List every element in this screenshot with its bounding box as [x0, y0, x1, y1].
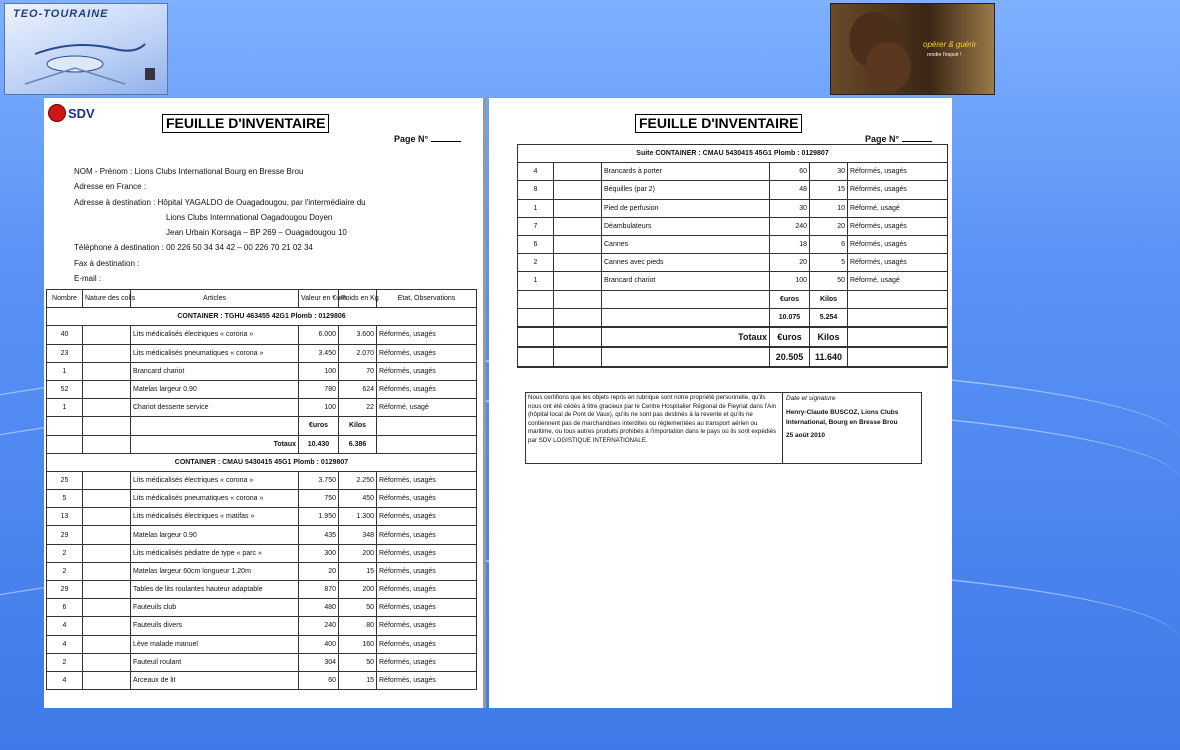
item-nature — [554, 235, 602, 253]
item-article: Brancard chariot — [602, 272, 770, 290]
total-value: 10.430 — [299, 435, 339, 453]
item-weight: 6 — [810, 235, 848, 253]
empty-cell — [83, 435, 131, 453]
table-row — [47, 562, 477, 580]
operer-guerir-logo — [830, 3, 995, 95]
teo-touraine-logo — [4, 3, 168, 95]
unit-kilos: Kilos — [810, 327, 848, 347]
item-nature — [83, 671, 131, 689]
item-weight: 50 — [339, 653, 377, 671]
empty-cell — [554, 290, 602, 308]
item-value: 6.000 — [299, 326, 339, 344]
unit-kilos: Kilos — [810, 290, 848, 308]
item-count: 6 — [518, 235, 554, 253]
item-condition: Réformés, usagés — [377, 380, 477, 398]
table-row — [47, 526, 477, 544]
logo-subslogan: rendre l'espoir ! — [927, 52, 962, 58]
table-row — [47, 362, 477, 380]
item-article: Brancard chariot — [131, 362, 299, 380]
item-article: Brancards à porter — [602, 163, 770, 181]
item-condition: Réformés, usagés — [377, 544, 477, 562]
item-article: Lits médicalisés pneumatiques « corona » — [131, 344, 299, 362]
item-nature — [554, 181, 602, 199]
item-condition: Réformés, usagés — [848, 254, 948, 272]
item-condition: Réformés, usagés — [848, 217, 948, 235]
item-count: 2 — [518, 254, 554, 272]
item-count: 23 — [47, 344, 83, 362]
item-value: 870 — [299, 581, 339, 599]
table-row — [47, 671, 477, 689]
item-value: 304 — [299, 653, 339, 671]
empty-cell — [377, 435, 477, 453]
item-value: 435 — [299, 526, 339, 544]
address-line: Fax à destination : — [74, 258, 140, 268]
empty-cell — [848, 347, 948, 367]
empty-cell — [518, 347, 554, 367]
table-row — [47, 635, 477, 653]
item-article: Lits médicalisés électriques « corona » — [131, 471, 299, 489]
table-row — [518, 272, 948, 290]
empty-cell — [554, 308, 602, 327]
item-article: Lits médicalisés pédiatre de type « parc » — [131, 544, 299, 562]
totals-label: Totaux — [131, 435, 299, 453]
item-value: 30 — [770, 199, 810, 217]
item-weight: 22 — [339, 399, 377, 417]
table-row — [518, 235, 948, 253]
address-line: NOM - Prénom : Lions Clubs International Bourg en Bresse Brou — [74, 167, 304, 176]
item-condition: Réformé, usagé — [848, 199, 948, 217]
item-article: Fauteuil roulant — [131, 653, 299, 671]
item-condition: Réformés, usagés — [377, 326, 477, 344]
item-count: 2 — [47, 562, 83, 580]
item-count: 25 — [47, 471, 83, 489]
item-count: 29 — [47, 581, 83, 599]
item-article: Pied de perfusion — [602, 199, 770, 217]
item-nature — [83, 526, 131, 544]
sdv-logo — [48, 102, 108, 124]
item-value: 1.950 — [299, 508, 339, 526]
table-row — [47, 508, 477, 526]
item-condition: Réformé, usagé — [377, 399, 477, 417]
item-condition: Réformés, usagés — [377, 653, 477, 671]
table-row — [518, 217, 948, 235]
header-nature: Nature des colis — [83, 290, 131, 308]
empty-cell — [848, 327, 948, 347]
hospital-bed-icon — [5, 4, 169, 96]
item-value: 750 — [299, 490, 339, 508]
item-nature — [83, 653, 131, 671]
item-nature — [83, 344, 131, 362]
item-weight: 624 — [339, 380, 377, 398]
inventory-table-left — [46, 289, 477, 690]
item-value: 100 — [299, 399, 339, 417]
totals-row — [47, 435, 477, 453]
date-signature-label: Date et signature — [786, 395, 836, 402]
item-weight: 70 — [339, 362, 377, 380]
item-count: 2 — [47, 653, 83, 671]
item-count: 1 — [518, 199, 554, 217]
sdv-brand: SDV — [68, 106, 95, 121]
item-nature — [83, 471, 131, 489]
unit-euros: €uros — [770, 327, 810, 347]
item-article: Lève malade manuel — [131, 635, 299, 653]
item-condition: Réformés, usagés — [848, 181, 948, 199]
container-row — [47, 453, 477, 471]
item-condition: Réformés, usagés — [848, 163, 948, 181]
subtotal-row — [518, 308, 948, 327]
item-condition: Réformés, usagés — [377, 671, 477, 689]
container-row — [518, 145, 948, 163]
unit-kilos: Kilos — [339, 417, 377, 435]
item-value: 18 — [770, 235, 810, 253]
item-count: 29 — [47, 526, 83, 544]
item-weight: 200 — [339, 544, 377, 562]
item-nature — [83, 581, 131, 599]
item-article: Matelas largeur 0.90 — [131, 526, 299, 544]
item-count: 1 — [518, 272, 554, 290]
empty-cell — [47, 435, 83, 453]
item-nature — [554, 199, 602, 217]
item-value: 240 — [299, 617, 339, 635]
item-weight: 348 — [339, 526, 377, 544]
item-nature — [554, 163, 602, 181]
item-condition: Réformés, usagés — [377, 471, 477, 489]
empty-cell — [554, 347, 602, 367]
item-article: Tables de lits roulantes hauteur adaptable — [131, 581, 299, 599]
table-row — [47, 599, 477, 617]
item-count: 8 — [518, 181, 554, 199]
page-number: Page N° — [865, 134, 932, 144]
grand-total-label-row — [518, 327, 948, 347]
empty-cell — [554, 327, 602, 347]
item-value: 3.750 — [299, 471, 339, 489]
container-label: Suite CONTAINER : CMAU 5430415 45G1 Plomb : 0129807 — [518, 145, 948, 163]
item-article: Arceaux de lit — [131, 671, 299, 689]
item-nature — [554, 217, 602, 235]
table-row — [47, 344, 477, 362]
item-nature — [83, 599, 131, 617]
address-block — [74, 164, 474, 286]
units-row — [518, 290, 948, 308]
item-article: Fauteuils divers — [131, 617, 299, 635]
logo-slogan: opérer & guérir — [923, 40, 977, 49]
item-weight: 50 — [810, 272, 848, 290]
table-row — [518, 163, 948, 181]
item-count: 52 — [47, 380, 83, 398]
container-label: CONTAINER : TGHU 463455 42G1 Plomb : 0129806 — [47, 308, 477, 326]
item-weight: 160 — [339, 635, 377, 653]
item-nature — [83, 399, 131, 417]
empty-cell — [377, 417, 477, 435]
item-value: 20 — [770, 254, 810, 272]
item-nature — [83, 380, 131, 398]
item-condition: Réformés, usagés — [377, 635, 477, 653]
item-nature — [83, 562, 131, 580]
item-count: 5 — [47, 490, 83, 508]
sdv-logo-icon — [48, 104, 66, 122]
item-value: 100 — [299, 362, 339, 380]
item-count: 4 — [518, 163, 554, 181]
page-title: FEUILLE D'INVENTAIRE — [162, 114, 329, 133]
item-nature — [554, 254, 602, 272]
total-weight: 6.386 — [339, 435, 377, 453]
item-article: Lits médicalisés électriques « matifas » — [131, 508, 299, 526]
empty-cell — [83, 417, 131, 435]
item-count: 1 — [47, 399, 83, 417]
empty-cell — [518, 327, 554, 347]
container-row — [47, 308, 477, 326]
item-condition: Réformés, usagés — [377, 508, 477, 526]
item-article: Matelas largeur 60cm longueur 1.20m — [131, 562, 299, 580]
item-count: 4 — [47, 671, 83, 689]
table-row — [47, 490, 477, 508]
table-row — [47, 471, 477, 489]
item-value: 100 — [770, 272, 810, 290]
item-article: Chariot desserte service — [131, 399, 299, 417]
item-value: 480 — [299, 599, 339, 617]
table-row — [47, 617, 477, 635]
item-nature — [83, 635, 131, 653]
item-nature — [83, 490, 131, 508]
table-row — [47, 399, 477, 417]
table-header-row — [47, 290, 477, 308]
empty-cell — [518, 290, 554, 308]
empty-cell — [602, 308, 770, 327]
table-row — [518, 199, 948, 217]
item-condition: Réformés, usagés — [377, 581, 477, 599]
grand-total-row — [518, 347, 948, 367]
item-nature — [83, 544, 131, 562]
item-weight: 50 — [339, 599, 377, 617]
item-count: 7 — [518, 217, 554, 235]
item-value: 3.450 — [299, 344, 339, 362]
table-row — [518, 254, 948, 272]
item-nature — [83, 362, 131, 380]
item-weight: 80 — [339, 617, 377, 635]
item-weight: 5 — [810, 254, 848, 272]
grand-total-weight: 11.640 — [810, 347, 848, 367]
item-count: 4 — [47, 617, 83, 635]
item-article: Lits médicalisés pneumatiques « corona » — [131, 490, 299, 508]
empty-cell — [848, 290, 948, 308]
teo-touraine-brand: TEO-TOURAINE — [13, 8, 109, 20]
table-row — [47, 581, 477, 599]
address-line: Adresse à destination : Hôpital YAGALDO de Ouagadougou, par l'intermédiaire du — [74, 197, 366, 207]
item-article: Lits médicalisés électriques « corona » — [131, 326, 299, 344]
item-article: Cannes — [602, 235, 770, 253]
item-weight: 10 — [810, 199, 848, 217]
item-count: 2 — [47, 544, 83, 562]
item-condition: Réformés, usagés — [377, 344, 477, 362]
item-weight: 3.600 — [339, 326, 377, 344]
empty-cell — [602, 290, 770, 308]
table-row — [47, 544, 477, 562]
address-line: Téléphone à destination : 00 226 50 34 34 42 – 00 226 70 21 02 34 — [74, 243, 313, 253]
item-condition: Réformés, usagés — [848, 235, 948, 253]
certification-box — [525, 392, 922, 464]
item-condition: Réformés, usagés — [377, 617, 477, 635]
item-article: Fauteuils club — [131, 599, 299, 617]
item-condition: Réformés, usagés — [377, 526, 477, 544]
item-nature — [83, 617, 131, 635]
item-article: Cannes avec pieds — [602, 254, 770, 272]
units-row — [47, 417, 477, 435]
empty-cell — [131, 417, 299, 435]
inventory-page-left — [44, 98, 486, 708]
subtotal-weight: 5.254 — [810, 308, 848, 327]
item-weight: 30 — [810, 163, 848, 181]
inventory-page-right — [489, 98, 952, 708]
item-value: 60 — [299, 671, 339, 689]
grand-total-value: 20.505 — [770, 347, 810, 367]
header-nombre: Nombre — [47, 290, 83, 308]
item-condition: Réformés, usagés — [377, 362, 477, 380]
item-value: 60 — [770, 163, 810, 181]
signature-block — [783, 393, 921, 463]
unit-euros: €uros — [770, 290, 810, 308]
header-etat: Etat, Observations — [377, 290, 477, 308]
item-value: 48 — [770, 181, 810, 199]
container-label: CONTAINER : CMAU 5430415 45G1 Plomb : 0129807 — [47, 453, 477, 471]
address-line: Adresse en France : — [74, 182, 147, 192]
unit-euros: €uros — [299, 417, 339, 435]
item-article: Matelas largeur 0.90 — [131, 380, 299, 398]
header-poids: Poids en Kg — [339, 290, 377, 308]
item-weight: 15 — [339, 562, 377, 580]
item-condition: Réformé, usagé — [848, 272, 948, 290]
item-weight: 15 — [339, 671, 377, 689]
address-line: Jean Urbain Korsaga – BP 269 – Ouagadougou 10 — [166, 228, 347, 238]
item-weight: 1.300 — [339, 508, 377, 526]
empty-cell — [602, 347, 770, 367]
item-weight: 2.070 — [339, 344, 377, 362]
address-line: E-mail : — [74, 274, 102, 284]
table-row — [47, 653, 477, 671]
header-articles: Articles — [131, 290, 299, 308]
item-condition: Réformés, usagés — [377, 599, 477, 617]
item-count: 4 — [47, 635, 83, 653]
item-weight: 200 — [339, 581, 377, 599]
item-value: 240 — [770, 217, 810, 235]
table-row — [47, 380, 477, 398]
page-title: FEUILLE D'INVENTAIRE — [635, 114, 802, 133]
inventory-table-right — [517, 144, 948, 368]
item-count: 13 — [47, 508, 83, 526]
item-value: 300 — [299, 544, 339, 562]
item-condition: Réformés, usagés — [377, 562, 477, 580]
table-row — [47, 326, 477, 344]
item-weight: 2.250 — [339, 471, 377, 489]
totals-label: Totaux — [602, 327, 770, 347]
empty-cell — [518, 308, 554, 327]
item-article: Déambulateurs — [602, 217, 770, 235]
item-count: 6 — [47, 599, 83, 617]
item-weight: 20 — [810, 217, 848, 235]
item-weight: 450 — [339, 490, 377, 508]
item-article: Béquilles (par 2) — [602, 181, 770, 199]
table-row — [518, 181, 948, 199]
item-value: 20 — [299, 562, 339, 580]
address-line: Lions Clubs Internnational Oagadougou Doyen — [166, 212, 333, 222]
item-count: 1 — [47, 362, 83, 380]
item-count: 40 — [47, 326, 83, 344]
page-number: Page N° — [394, 134, 461, 144]
empty-cell — [848, 308, 948, 327]
item-nature — [554, 272, 602, 290]
item-nature — [83, 508, 131, 526]
header-valeur: Valeur en €uro — [299, 290, 339, 308]
certification-text: Nous certifions que les objets repris en rubrique sont notre propriété personnelle, qu'ils nous ont été cédés à titre gracieux par le Centre Hospitalier Régional de Fleyriat dans l'Ain (hôpital local de Pont de Vaux), qu'ils ne sont pas destinés à la revente et qu'ils ne contiennent pas de marchandises interdites ou réglementées au transport aérien ou maritime, ou tous autres produits prohibés à l'importation dans le pays où ils sont expédiés par SDV LOGISTIQUE INTERNATIONALE. — [526, 393, 783, 463]
item-value: 780 — [299, 380, 339, 398]
item-weight: 15 — [810, 181, 848, 199]
subtotal-value: 10.075 — [770, 308, 810, 327]
item-nature — [83, 326, 131, 344]
item-value: 400 — [299, 635, 339, 653]
empty-cell — [47, 417, 83, 435]
signature-date: 25 août 2010 — [786, 431, 826, 439]
signatory-name: Henry-Claude BUSCOZ, Lions Clubs International, Bourg en Bresse Brou — [786, 408, 899, 426]
item-condition: Réformés, usagés — [377, 490, 477, 508]
